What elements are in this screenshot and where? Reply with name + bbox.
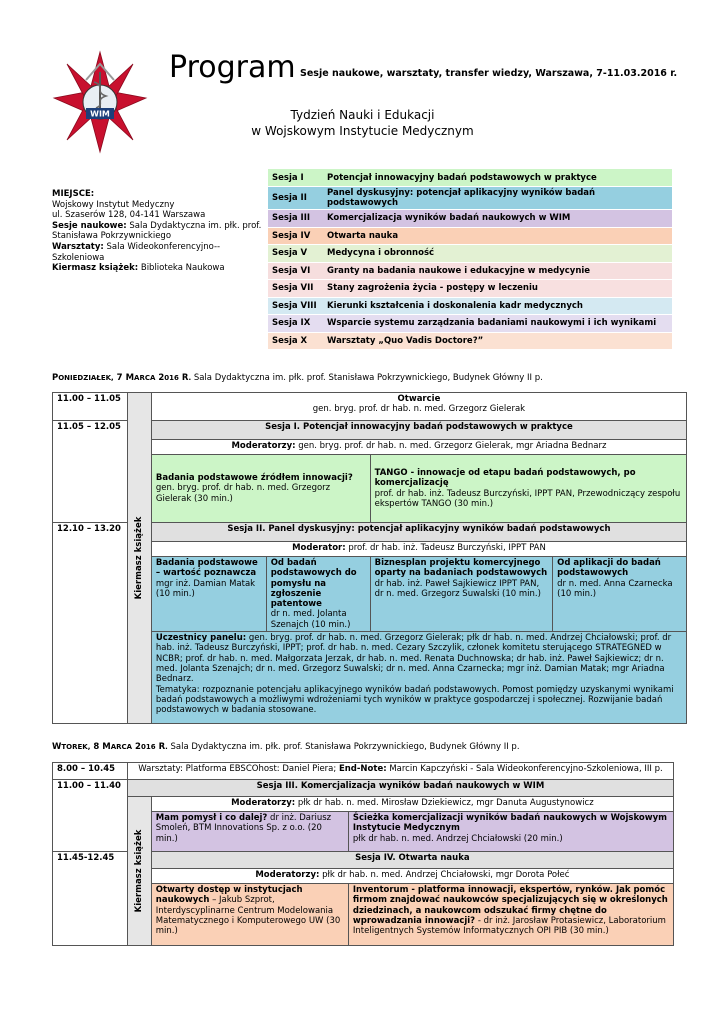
session4-mod-label: Moderatorzy: — [255, 870, 320, 880]
session2-talk-d — [553, 557, 687, 632]
session3-moderators — [151, 797, 673, 812]
session3-talk-a-title: Mam pomysł i co dalej? — [155, 813, 268, 823]
place-line1: Wojskowy Instytut Medyczny — [52, 199, 175, 210]
session-legend-title: Wsparcie systemu zarządzania badaniami naukowymi i ich wynikami — [323, 315, 672, 333]
session-legend-title: Potencjał innowacyjny badań podstawowych w praktyce — [323, 169, 672, 187]
session2-mod-names: prof. dr hab. inż. Tadeusz Burczyński, IPPT PAN — [348, 543, 546, 553]
session3-talk-b-title: Ścieżka komercjalizacji wyników badań naukowych w Wojskowym Instytucie Medycznym — [352, 813, 667, 834]
session2-moderator — [151, 542, 686, 557]
sesje-value: Sala Dydaktyczna im. płk. prof. Stanisława Pokrzywnickiego — [52, 220, 262, 242]
session-legend-id: Sesja II — [268, 187, 323, 210]
svg-text:WIM: WIM — [90, 109, 110, 119]
day1-time-3: 12.10 – 13.20 — [53, 523, 128, 724]
session1-talk-a-speaker: gen. bryg. prof. dr hab. n. med. Grzegorz Gielerak (30 min.) — [155, 483, 331, 504]
session-legend-row — [268, 210, 672, 228]
session2-talk-a — [151, 557, 266, 632]
session2-talk-c — [370, 557, 553, 632]
program-heading: Program — [169, 50, 296, 85]
day1-heading — [52, 373, 543, 383]
session4-talk-a — [151, 884, 348, 946]
kiermasz-label: Kiermasz książek: — [52, 263, 139, 274]
program-subheading: Sesje naukowe, warsztaty, transfer wiedzy, Warszawa, 7-11.03.2016 r. — [300, 68, 678, 79]
day2-schedule — [52, 762, 674, 946]
session2-talk-a-title: Badania podstawowe – wartość poznawcza — [155, 558, 258, 579]
session-legend-title: Warsztaty „Quo Vadis Doctore?” — [323, 332, 672, 350]
session-legend-id: Sesja III — [268, 210, 323, 228]
session3-talk-a-speaker: dr inż. Dariusz Smoleń, BTM Innovations Sp. z o.o. (20 min.) — [155, 813, 332, 844]
session2-talk-c-title: Biznesplan projektu komercyjnego oparty na badaniach podstawowych — [374, 558, 548, 579]
session2-talk-c-speaker: dr hab. inż. Paweł Sajkiewicz IPPT PAN, dr n. med. Grzegorz Suwalski (10 min.) — [374, 578, 541, 599]
session4-talk-a-title: Otwarty dostęp w instytucjach naukowych — [155, 885, 303, 906]
workshops-cell — [127, 763, 673, 780]
kiermasz-value: Biblioteka Naukowa — [140, 263, 225, 274]
place-info — [52, 189, 267, 274]
session1-mod-label: Moderatorzy: — [231, 441, 296, 451]
session2-talk-b — [266, 557, 370, 632]
warsztaty-value: Sala Wideokonferencyjno--Szkoleniowa — [52, 241, 221, 263]
session3-mod-label: Moderatorzy: — [231, 798, 296, 808]
session-legend-id: Sesja X — [268, 332, 323, 350]
day2-time-1: 8.00 – 10.45 — [53, 763, 128, 780]
session3-mod-names: płk dr hab. n. med. Mirosław Dziekiewicz, mgr Danuta Augustynowicz — [297, 798, 594, 808]
session1-talk-b-speaker: prof. dr hab. inż. Tadeusz Burczyński, IPPT PAN, Przewodniczący zespołu ekspertów TANGO (30 min.) — [374, 488, 681, 509]
session-legend-row — [268, 227, 672, 245]
wim-logo — [52, 50, 148, 154]
session-legend-id: Sesja I — [268, 169, 323, 187]
session1-talk-a-title: Badania podstawowe źródłem innowacji? — [155, 473, 353, 484]
session1-talk-a — [151, 455, 370, 523]
day2-time-3: 11.45-12.45 — [53, 852, 128, 946]
session-legend-id: Sesja V — [268, 245, 323, 263]
session-legend-title: Komercjalizacja wyników badań naukowych w WIM — [323, 210, 672, 228]
event-title — [200, 107, 525, 139]
warsztaty-label: Warsztaty: — [52, 241, 104, 252]
session4-mod-names: płk dr hab. n. med. Andrzej Chciałowski, mgr Dorota Połeć — [322, 870, 570, 880]
workshops-label: Warsztaty: — [138, 764, 183, 774]
session-legend-row — [268, 297, 672, 315]
session4-title: Sesja IV. Otwarta nauka — [151, 852, 673, 869]
day2-kiermasz-column — [127, 797, 151, 946]
session1-title: Sesja I. Potencjał innowacyjny badań podstawowych w praktyce — [151, 421, 686, 440]
session-legend-row — [268, 280, 672, 298]
opening-title: Otwarcie — [397, 394, 441, 404]
day1-date: PONIEDZIAŁEK, 7 MARCA 2016 R. — [52, 373, 192, 383]
session2-mod-label: Moderator: — [292, 543, 346, 553]
day1-kiermasz-label: Kiermasz książek — [134, 516, 145, 600]
sesje-label: Sesje naukowe: — [52, 220, 127, 231]
session1-talk-b — [370, 455, 686, 523]
endnote-label: End-Note: — [338, 764, 387, 774]
panel-names: gen. bryg. prof. dr hab. n. med. Grzegorz Gielerak; płk dr hab. n. med. Andrzej Chciałowski; prof. dr hab. inż. Tadeusz Burczyński, IPPT; prof. dr hab. n. med. Cezary Szczylik, członek komitetu sterującego STRATEGNED w NCBR; prof. dr hab. n. med. Małgorzata Jerzak, dr hab. n. med. Renata Duchnowska; dr hab. inż. Paweł Sajkiewicz; dr n. med. Jolanta Szenajch; dr n. med. Grzegorz Suwalski; dr n. med. Anna Czarnecka; mgr inż. Damian Matak; mgr Ariadna Bednarz. — [155, 633, 672, 685]
day2-date: WTOREK, 8 MARCA 2016 R. — [52, 742, 168, 752]
session4-talk-b — [348, 884, 673, 946]
event-title-line2: w Wojskowym Instytucie Medycznym — [251, 124, 474, 138]
day1-time-1: 11.00 – 11.05 — [53, 393, 128, 421]
session-legend-id: Sesja IX — [268, 315, 323, 333]
session4-moderators — [151, 869, 673, 884]
place-line2: ul. Szaserów 128, 04-141 Warszawa — [52, 210, 206, 221]
session-legend-id: Sesja VII — [268, 280, 323, 298]
opening-person: gen. bryg. prof. dr hab. n. med. Grzegorz Gielerak — [312, 404, 526, 415]
session3-title: Sesja III. Komercjalizacja wyników badań naukowych w WIM — [127, 780, 673, 797]
day1-time-2: 11.05 – 12.05 — [53, 421, 128, 523]
session3-talk-b-speaker: płk dr hab. n. med. Andrzej Chciałowski (20 min.) — [352, 833, 563, 844]
session-legend-title: Medycyna i obronność — [323, 245, 672, 263]
event-title-line1: Tydzień Nauki i Edukacji — [290, 108, 435, 122]
session-legend-row — [268, 187, 672, 210]
session-legend-title: Otwarta nauka — [323, 227, 672, 245]
place-heading: MIEJSCE: — [52, 189, 95, 199]
day2-location: Sala Dydaktyczna im. płk. prof. Stanisława Pokrzywnickiego, Budynek Główny II p. — [170, 742, 520, 752]
session-legend-title: Granty na badania naukowe i edukacyjne w medycynie — [323, 262, 672, 280]
session-legend-id: Sesja VIII — [268, 297, 323, 315]
session2-title: Sesja II. Panel dyskusyjny: potencjał aplikacyjny wyników badań podstawowych — [151, 523, 686, 542]
session-legend-row — [268, 169, 672, 187]
session-legend-id: Sesja IV — [268, 227, 323, 245]
panel-participants — [156, 633, 682, 684]
session1-talk-b-title: TANGO - innowacje od etapu badań podstawowych, po komercjalizację — [374, 467, 636, 489]
sessions-legend — [268, 169, 672, 350]
day2-kiermasz-label: Kiermasz książek — [134, 829, 145, 913]
session3-talk-b — [348, 812, 673, 852]
session-legend-id: Sesja VI — [268, 262, 323, 280]
session-legend-title: Kierunki kształcenia i doskonalenia kadr medycznych — [323, 297, 672, 315]
session-legend-row — [268, 332, 672, 350]
session-legend-row — [268, 315, 672, 333]
session2-talk-b-title: Od badań podstawowych do pomysłu na zgłoszenie patentowe — [270, 558, 357, 610]
session4-talk-b-title: Inventorum - platforma innowacji, ekspertów, rynków. Jak pomóc firmom znajdować naukowców specjalizujących się w określonych dziedzinach, a naukowcom odszukać firmy chętne do wprowadzania innowacji? — [352, 885, 668, 926]
opening-cell — [151, 393, 686, 421]
session2-talk-b-speaker: dr n. med. Jolanta Szenajch (10 min.) — [270, 609, 351, 630]
session4-talk-a-speaker: – Jakub Szprot, Interdyscyplinarne Centrum Modelowania Matematycznego i Komputerowego UW (30 min.) — [155, 895, 341, 937]
session-legend-row — [268, 245, 672, 263]
day2-time-2: 11.00 – 11.40 — [53, 780, 128, 852]
endnote-text: Marcin Kapczyński - Sala Wideokonferencyjno-Szkoleniowa, III p. — [389, 764, 663, 774]
day1-schedule — [52, 392, 687, 724]
session3-talk-a — [151, 812, 348, 852]
session-legend-title: Stany zagrożenia życia - postępy w leczeniu — [323, 280, 672, 298]
session2-talk-d-title: Od aplikacji do badań podstawowych — [557, 558, 661, 579]
session2-talk-a-speaker: mgr inż. Damian Matak (10 min.) — [155, 578, 256, 599]
session1-moderators — [151, 440, 686, 455]
session-legend-title: Panel dyskusyjny: potencjał aplikacyjny wyników badań podstawowych — [323, 187, 672, 210]
panel-topics: Tematyka: rozpoznanie potencjału aplikacyjnego wyników badań podstawowych. Pomost pomiędzy uzyskanymi wynikami badań podstawowych a możliwymi wdrożeniami tych wyników w praktyce gospodarczej i społecznej. Rozwijanie badań podstawowych w badania stosowane. — [155, 684, 674, 716]
day1-kiermasz-column — [127, 393, 151, 724]
panel-label: Uczestnicy panelu: — [155, 633, 247, 644]
session2-talk-d-speaker: dr n. med. Anna Czarnecka (10 min.) — [557, 578, 673, 599]
day2-heading — [52, 742, 520, 752]
day1-location: Sala Dydaktyczna im. płk. prof. Stanisława Pokrzywnickiego, Budynek Główny II p. — [193, 373, 543, 383]
session2-panel — [151, 632, 686, 724]
session4-talk-b-speaker: - dr inż. Jarosław Protasiewicz, Laboratorium Inteligentnych Systemów Informatycznych OPI PIB (30 min.) — [352, 915, 666, 937]
session-legend-row — [268, 262, 672, 280]
session1-mod-names: gen. bryg. prof. dr hab. n. med. Grzegorz Gielerak, mgr Ariadna Bednarz — [298, 441, 607, 451]
workshops-text: Platforma EBSCOhost: Daniel Piera; — [185, 764, 337, 774]
